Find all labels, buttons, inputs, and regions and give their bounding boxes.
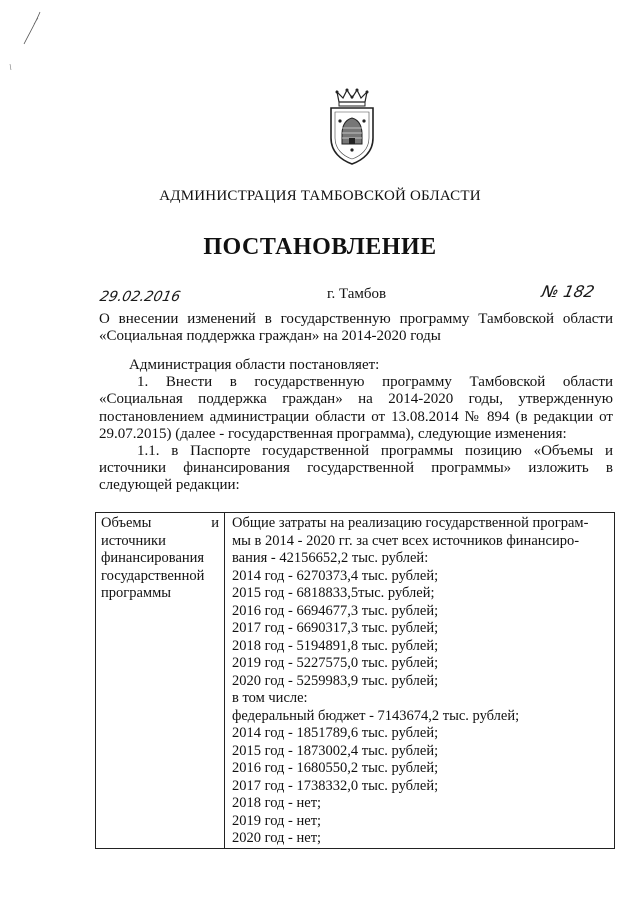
coat-of-arms-emblem [325, 88, 379, 166]
value-line: вания - 42156652,2 тыс. рублей: [232, 550, 429, 566]
body-paragraph-intro: Администрация области постановляет: [129, 357, 380, 373]
heading-line: источники [101, 532, 166, 549]
document-type-title: ПОСТАНОВЛЕНИЕ [203, 234, 437, 260]
document-number: № 182 [539, 282, 597, 301]
heading-line: государственной [101, 567, 205, 584]
value-line: федеральный бюджет - 7143674,2 тыс. рублей; [232, 707, 520, 724]
value-line: 2018 год - 5194891,8 тыс. рублей; [232, 637, 439, 654]
value-line: 2018 год - нет; [232, 795, 322, 811]
heading-first-line [101, 515, 219, 533]
value-line: 2016 год - 6694677,3 тыс. рублей; [232, 602, 439, 619]
heading-line: программы [101, 585, 171, 601]
value-line: 2015 год - 1873002,4 тыс. рублей; [232, 742, 439, 759]
document-city: г. Тамбов [327, 286, 387, 302]
heading-line: финансирования [101, 550, 205, 566]
value-line: в том числе: [232, 690, 308, 706]
document-subject: О внесении изменений в государственную программу Тамбовской области «Социальная поддержка граждан» на 2014-2020 годы [99, 311, 613, 344]
value-line: 2015 год - 6818833,5тыс. рублей; [232, 585, 435, 601]
heading-word: Объемы [101, 515, 152, 531]
value-line: 2019 год - нет; [232, 812, 322, 829]
organization-heading: АДМИНИСТРАЦИЯ ТАМБОВСКОЙ ОБЛАСТИ [159, 188, 481, 204]
financing-table [95, 512, 615, 849]
body-paragraph-item-1-1: 1.1. в Паспорте государственной программы позицию «Объемы и источники финансирования государственной программы» изложить в следующей редакции: [99, 443, 613, 494]
value-line: 2014 год - 6270373,4 тыс. рублей; [232, 567, 439, 584]
heading-word: и [211, 515, 219, 531]
value-line: 2020 год - нет; [232, 830, 322, 846]
table-row [96, 513, 615, 849]
margin-pen-mark [8, 8, 48, 78]
value-line: мы в 2014 - 2020 гг. за счет всех источников финансиро- [232, 532, 580, 549]
value-line: Общие затраты на реализацию государственной програм- [232, 515, 589, 531]
value-line: 2014 год - 1851789,6 тыс. рублей; [232, 725, 439, 741]
table-cell-values [225, 513, 615, 849]
document-body [99, 357, 613, 495]
value-line: 2019 год - 5227575,0 тыс. рублей; [232, 655, 439, 671]
value-line: 2017 год - 6690317,3 тыс. рублей; [232, 620, 439, 636]
table-cell-heading [96, 513, 225, 849]
value-line: 2017 год - 1738332,0 тыс. рублей; [232, 777, 439, 794]
financing-table-wrapper [95, 512, 615, 849]
value-line: 2020 год - 5259983,9 тыс. рублей; [232, 672, 439, 689]
value-line: 2016 год - 1680550,2 тыс. рублей; [232, 760, 439, 776]
body-paragraph-item-1: 1. Внести в государственную программу Тамбовской области «Социальная поддержка граждан» на 2014-2020 годы, утвержденную постановлением администрации области от 13.08.2014 № 894 (в редакции от 29.07.2015) (далее - государственная программа), следующие изменения: [99, 374, 613, 442]
document-date: 29.02.2016 [98, 289, 182, 305]
